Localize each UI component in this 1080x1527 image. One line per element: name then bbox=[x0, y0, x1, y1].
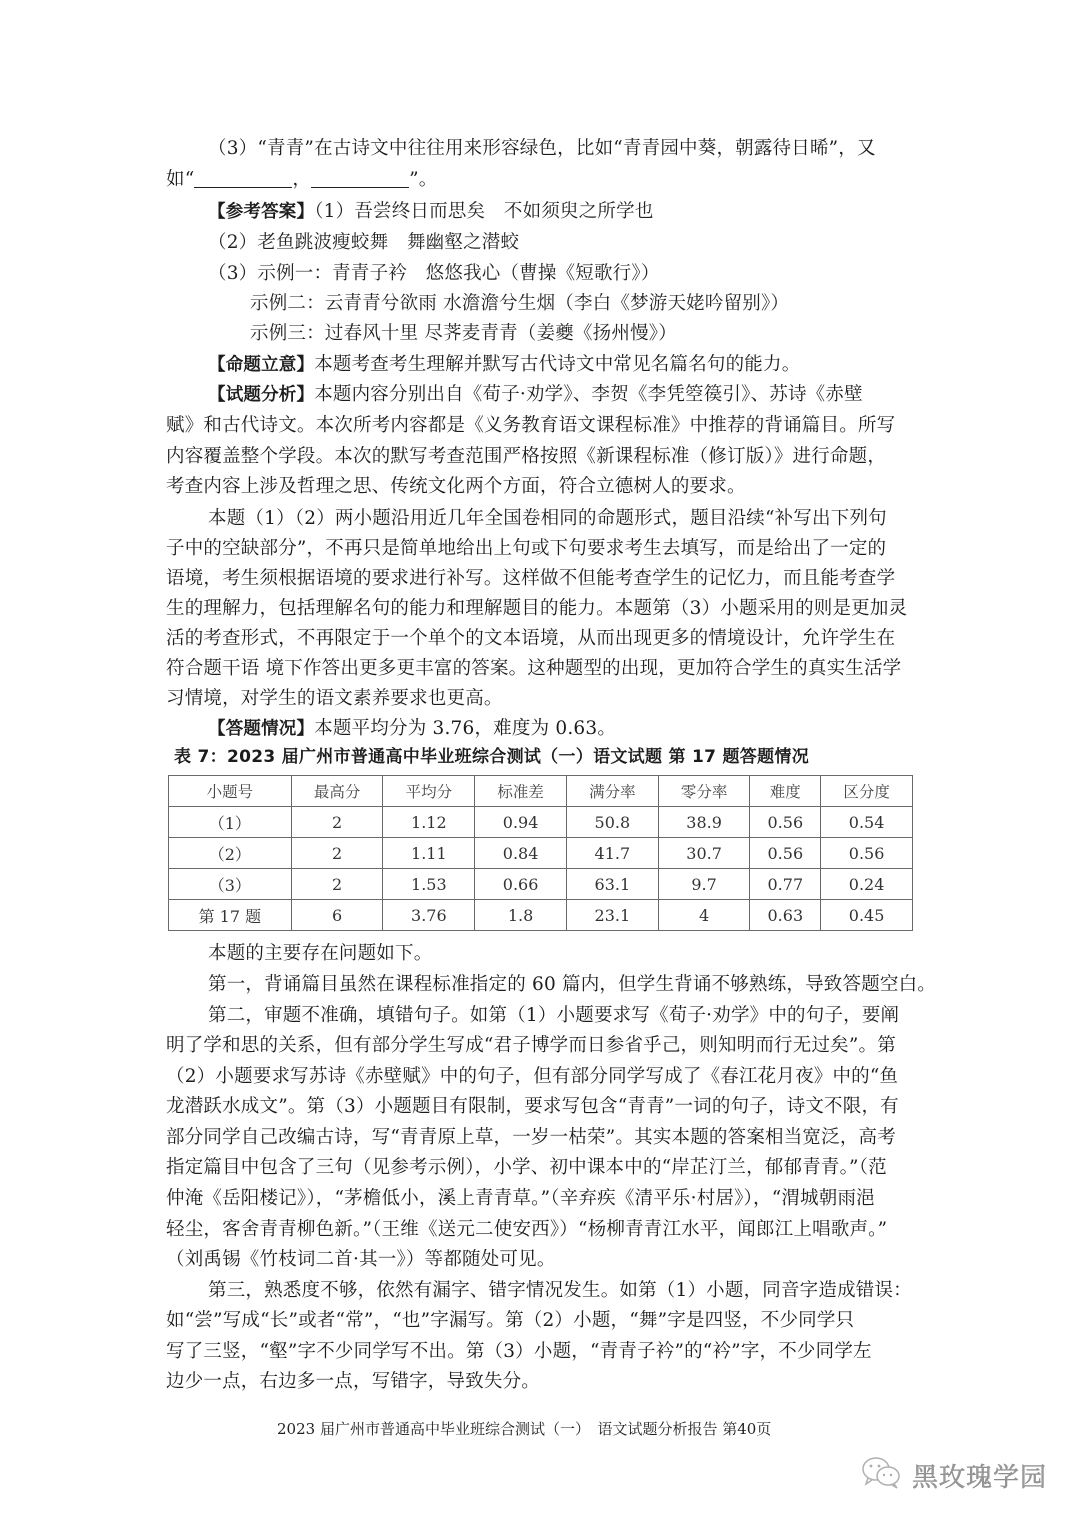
answer-3-example-1: （3）示例一：青青子衿 悠悠我心（曹操《短歌行》） bbox=[208, 263, 660, 284]
table-row bbox=[169, 838, 913, 869]
header-cell: 标准差 bbox=[475, 776, 567, 807]
table-row bbox=[169, 900, 913, 931]
table-cell: 63.1 bbox=[566, 869, 658, 900]
table-cell: 1.8 bbox=[475, 900, 567, 931]
table-cell: 3.76 bbox=[383, 900, 475, 931]
problem-2-line-5: 部分同学自己改编古诗，写“青青原上草，一岁一枯荣”。其实本题的答案相当宽泛，高考 bbox=[166, 1127, 896, 1148]
problem-3-line-2: 如“尝”写成“长”或者“常”，“也”字漏写。第（2）小题，“舞”字是四竖，不少同学只 bbox=[166, 1310, 855, 1331]
analysis-para2-line-1: 本题（1）（2）两小题沿用近几年全国卷相同的命题形式，题目沿续“补写出下列句 bbox=[208, 508, 887, 529]
table-cell: 1.53 bbox=[383, 869, 475, 900]
situation-line bbox=[208, 713, 958, 745]
answer-label: 【参考答案】 bbox=[208, 202, 315, 222]
analysis-para2-line-4: 生的理解力，包括理解名句的能力和理解题目的能力。本题第（3）小题采用的则是更加灵 bbox=[166, 598, 908, 619]
table-cell: （2） bbox=[169, 838, 292, 869]
header-cell: 满分率 bbox=[566, 776, 658, 807]
analysis-para2-line-7: 习情境，对学生的语文素养要求也更高。 bbox=[166, 688, 503, 709]
answer-3-example-3: 示例三：过春风十里 尽荠麦青青（姜夔《扬州慢》） bbox=[250, 323, 677, 344]
problem-2-line-9: （刘禹锡《竹枝词二首·其一》）等都随处可见。 bbox=[166, 1249, 556, 1270]
header-cell: 小题号 bbox=[169, 776, 292, 807]
answer-blank-2 bbox=[311, 169, 409, 188]
analysis-para2-line-6: 符合题干语 境下作答出更多更丰富的答案。这种题型的出现，更加符合学生的真实生活学 bbox=[166, 658, 902, 679]
table-cell: 0.56 bbox=[821, 838, 913, 869]
table-cell: 50.8 bbox=[566, 807, 658, 838]
header-cell: 难度 bbox=[750, 776, 821, 807]
header-cell: 区分度 bbox=[821, 776, 913, 807]
wechat-icon bbox=[860, 1455, 904, 1495]
text: 如“ bbox=[166, 169, 195, 190]
table-cell: 0.66 bbox=[475, 869, 567, 900]
header-cell: 零分率 bbox=[658, 776, 750, 807]
problem-2-line-3: （2）小题要求写苏诗《赤壁赋》中的句子，但有部分同学写成了《春江花月夜》中的“鱼 bbox=[166, 1066, 899, 1087]
table-cell: 23.1 bbox=[566, 900, 658, 931]
answer-3-example-2: 示例二：云青青兮欲雨 水澹澹兮生烟（李白《梦游天姥吟留别》） bbox=[250, 293, 790, 314]
problem-1: 第一，背诵篇目虽然在课程标准指定的 60 篇内，但学生背诵不够熟练，导致答题空白。 bbox=[208, 974, 937, 995]
table-cell: 1.11 bbox=[383, 838, 475, 869]
problem-2-line-1: 第二，审题不准确，填错句子。如第（1）小题要求写《荀子·劝学》中的句子，要阐 bbox=[208, 1005, 900, 1026]
answer-line-1 bbox=[208, 196, 958, 228]
table-cell: 0.45 bbox=[821, 900, 913, 931]
table-cell: 2 bbox=[291, 838, 383, 869]
answer-1: （1）吾尝终日而思矣 不如须臾之所学也 bbox=[314, 201, 654, 222]
analysis-line-2: 赋》和古代诗文。本次所考内容都是《义务教育语文课程标准》中推荐的背诵篇目。所写 bbox=[166, 415, 896, 436]
page-footer: 2023 届广州市普通高中毕业班综合测试（一） 语文试题分析报告 第40页 bbox=[277, 1420, 772, 1438]
table-cell: 0.56 bbox=[750, 838, 821, 869]
table-cell: 2 bbox=[291, 869, 383, 900]
table-row bbox=[169, 869, 913, 900]
analysis-line-1 bbox=[208, 379, 958, 411]
analysis-line-4: 考查内容上涉及哲理之思、传统文化两个方面，符合立德树人的要求。 bbox=[166, 476, 746, 497]
table-header-row bbox=[169, 776, 913, 807]
question-3-line-2 bbox=[166, 164, 916, 195]
table-caption: 表 7：2023 届广州市普通高中毕业班综合测试（一）语文试题 第 17 题答题情况 bbox=[174, 747, 809, 767]
table-cell: （3） bbox=[169, 869, 292, 900]
table-cell: 0.77 bbox=[750, 869, 821, 900]
problem-3-line-3: 写了三竖，“壑”字不少同学写不出。第（3）小题，“青青子衿”的“衿”字，不少同学左 bbox=[166, 1341, 872, 1362]
table-cell: 第 17 题 bbox=[169, 900, 292, 931]
table-cell: 0.63 bbox=[750, 900, 821, 931]
table-cell: 2 bbox=[291, 807, 383, 838]
problem-3-line-1: 第三，熟悉度不够，依然有漏字、错字情况发生。如第（1）小题，同音字造成错误： bbox=[208, 1280, 912, 1301]
problem-2-line-6: 指定篇目中包含了三句（见参考示例），小学、初中课本中的“岸芷汀兰，郁郁青青。”（范 bbox=[166, 1157, 887, 1178]
table-cell: 0.84 bbox=[475, 838, 567, 869]
problem-2-line-2: 明了学和思的关系，但有部分学生写成“君子博学而日参省乎己，则知明而行无过矣”。第 bbox=[166, 1035, 896, 1056]
table-row bbox=[169, 807, 913, 838]
table-cell: 1.12 bbox=[383, 807, 475, 838]
header-cell: 最高分 bbox=[291, 776, 383, 807]
problems-intro: 本题的主要存在问题如下。 bbox=[208, 943, 433, 964]
intent-line bbox=[208, 349, 958, 381]
table-cell: 38.9 bbox=[658, 807, 750, 838]
table-cell: 30.7 bbox=[658, 838, 750, 869]
table-cell: 0.24 bbox=[821, 869, 913, 900]
intent-text: 本题考查考生理解并默写古代诗文中常见名篇名句的能力。 bbox=[314, 354, 801, 375]
situation-label: 【答题情况】 bbox=[208, 719, 315, 739]
header-cell: 平均分 bbox=[383, 776, 475, 807]
analysis-para2-line-5: 活的考查形式，不再限定于一个单个的文本语境，从而出现更多的情境设计，允许学生在 bbox=[166, 628, 896, 649]
text: ”。 bbox=[409, 169, 438, 190]
watermark bbox=[860, 1455, 1047, 1495]
analysis-text: 本题内容分别出自《荀子·劝学》、李贺《李凭箜篌引》、苏诗《赤壁 bbox=[314, 384, 863, 405]
score-table bbox=[168, 775, 913, 931]
problem-3-line-4: 边少一点，右边多一点，写错字，导致失分。 bbox=[166, 1371, 541, 1392]
table-cell: （1） bbox=[169, 807, 292, 838]
table-cell: 41.7 bbox=[566, 838, 658, 869]
watermark-text: 黑玫瑰学园 bbox=[912, 1462, 1048, 1493]
answer-2: （2）老鱼跳波瘦蛟舞 舞幽壑之潜蛟 bbox=[208, 232, 520, 253]
analysis-para2-line-2: 子中的空缺部分”，不再只是简单地给出上句或下句要求考生去填写，而是给出了一定的 bbox=[166, 538, 887, 559]
answer-blank-1 bbox=[194, 169, 292, 188]
table-cell: 0.56 bbox=[750, 807, 821, 838]
table-cell: 6 bbox=[291, 900, 383, 931]
problem-2-line-4: 龙潜跃水成文”。第（3）小题题目有限制，要求写包含“青青”一词的句子，诗文不限，有 bbox=[166, 1096, 899, 1117]
table-cell: 0.94 bbox=[475, 807, 567, 838]
table-cell: 4 bbox=[658, 900, 750, 931]
intent-label: 【命题立意】 bbox=[208, 355, 315, 375]
table-cell: 0.54 bbox=[821, 807, 913, 838]
analysis-line-3: 内容覆盖整个学段。本次的默写考查范围严格按照《新课程标准（修订版）》进行命题， bbox=[166, 446, 887, 467]
table-cell: 9.7 bbox=[658, 869, 750, 900]
question-3-line-1: （3）“青青”在古诗文中往往用来形容绿色，比如“青青园中葵，朝露待日晞”，又 bbox=[208, 138, 876, 159]
analysis-label: 【试题分析】 bbox=[208, 385, 315, 405]
problem-2-line-8: 轻尘，客舍青青柳色新。”（王维《送元二使安西》）“杨柳青青江水平，闻郎江上唱歌声。” bbox=[166, 1219, 888, 1240]
text: ， bbox=[292, 169, 312, 190]
situation-text: 本题平均分为 3.76，难度为 0.63。 bbox=[314, 718, 617, 739]
problem-2-line-7: 仲淹《岳阳楼记》），“茅檐低小，溪上青青草。”（辛弃疾《清平乐·村居》），“渭城朝雨浥 bbox=[166, 1188, 875, 1209]
analysis-para2-line-3: 语境，考生须根据语境的要求进行补写。这样做不但能考查学生的记忆力，而且能考查学 bbox=[166, 568, 896, 589]
